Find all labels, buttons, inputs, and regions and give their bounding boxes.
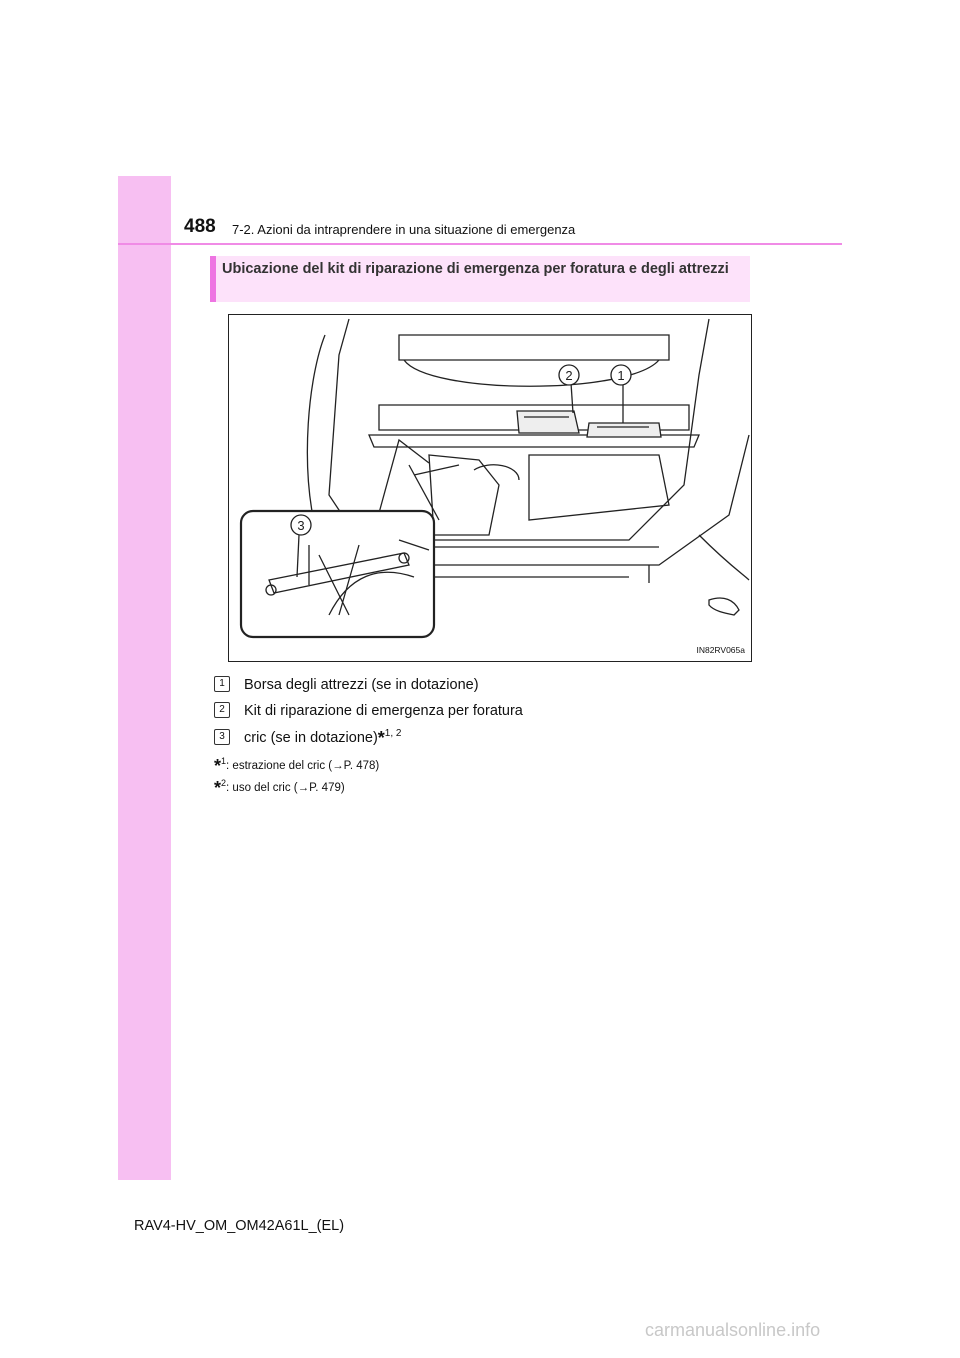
legend-text: Kit di riparazione di emergenza per foratura (244, 703, 523, 719)
legend-item (214, 677, 479, 693)
callout-3: 3 (297, 518, 305, 533)
section-accent-bar (210, 256, 216, 302)
legend-number: 1 (214, 676, 230, 692)
legend-text: cric (se in dotazione) (244, 730, 378, 746)
footnote-text: : uso del cric (→P. 479) (226, 782, 345, 794)
legend-sup: 1, 2 (384, 728, 402, 740)
chapter-title: 7-2. Azioni da intraprendere in una situazione di emergenza (232, 222, 576, 237)
callout-1: 1 (617, 368, 625, 383)
footer-code: RAV4-HV_OM_OM42A61L_(EL) (134, 1218, 345, 1234)
footnote-sup: 2 (221, 778, 227, 789)
legend-item (214, 703, 523, 719)
footnote-text: : estrazione del cric (→P. 478) (226, 760, 380, 772)
section-title: Ubicazione del kit di riparazione di emergenza per foratura e degli attrezzi (222, 261, 729, 277)
asterisk: * (377, 728, 385, 748)
legend-number: 3 (214, 729, 230, 745)
page-number: 488 (184, 216, 216, 237)
trunk-illustration (228, 314, 752, 662)
footnote (214, 778, 345, 799)
trunk-illustration-icon (229, 315, 751, 661)
asterisk: * (214, 778, 222, 798)
legend-item (214, 728, 401, 749)
footnote-sup: 1 (221, 756, 227, 767)
section-heading (210, 256, 750, 302)
header-rule (118, 243, 842, 245)
page-sidebar-tab (118, 176, 171, 1180)
legend-number: 2 (214, 702, 230, 718)
asterisk: * (214, 756, 222, 776)
footnote (214, 756, 379, 777)
legend-text: Borsa degli attrezzi (se in dotazione) (244, 677, 479, 693)
figure-code: IN82RV065a (696, 645, 745, 655)
callout-2: 2 (565, 368, 573, 383)
watermark: carmanualsonline.info (645, 1320, 821, 1340)
